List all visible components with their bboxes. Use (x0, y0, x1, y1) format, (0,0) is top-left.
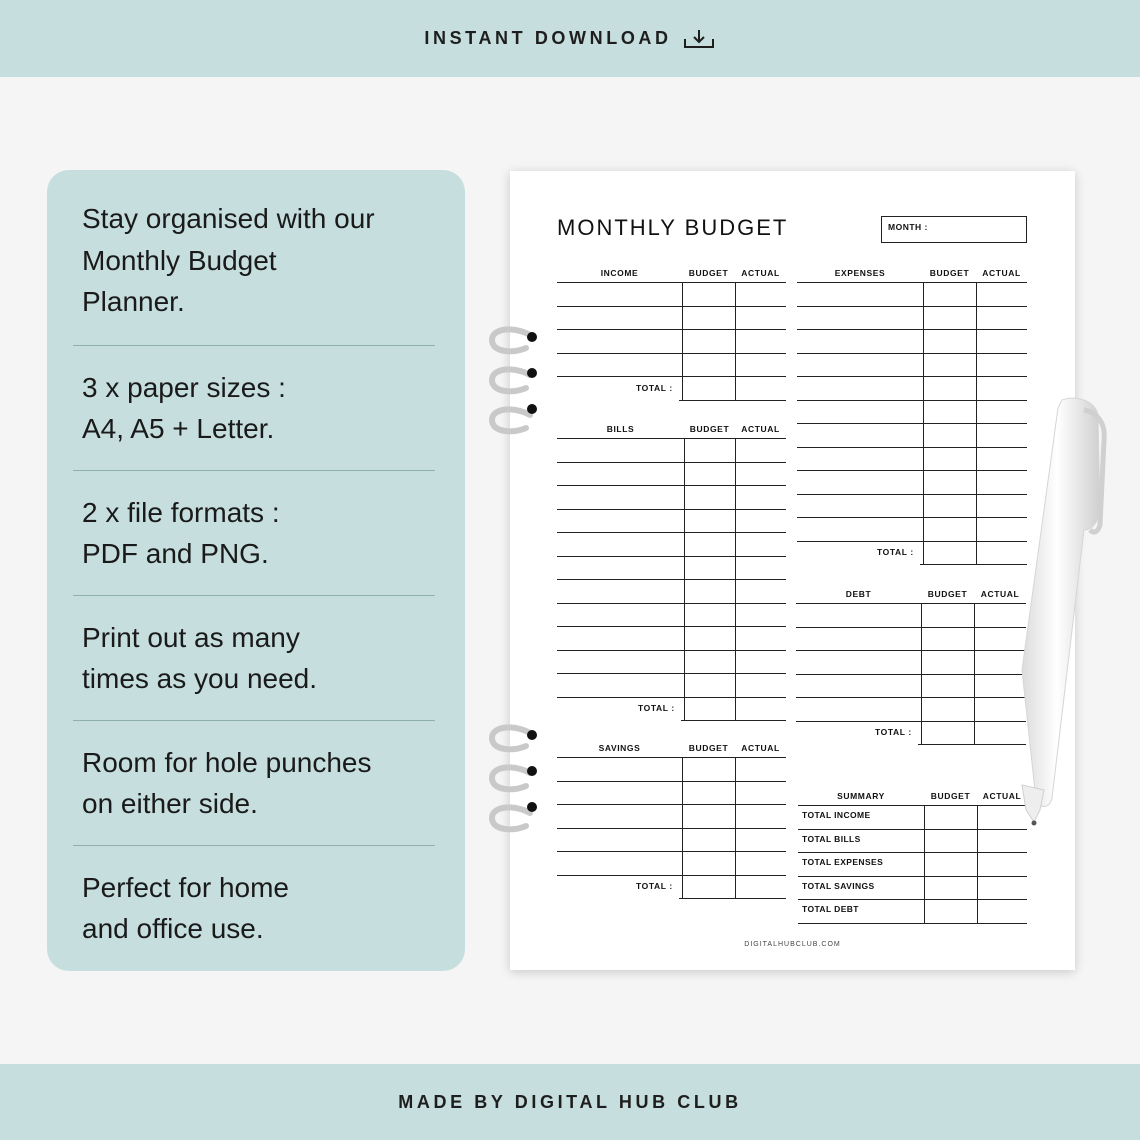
actual-header: ACTUAL (741, 424, 780, 434)
savings-header: SAVINGS (598, 743, 641, 753)
col-line (923, 282, 924, 564)
made-by-label: MADE BY DIGITAL HUB CLUB (398, 1091, 742, 1112)
row-line (798, 805, 1027, 806)
bills-header: BILLS (606, 424, 635, 434)
total-label: TOTAL : (875, 727, 912, 738)
row-line (557, 697, 786, 698)
feature-item (73, 595, 435, 720)
summary-row-label: TOTAL SAVINGS (802, 880, 875, 891)
budget-header: BUDGET (688, 743, 729, 753)
total-line (681, 720, 786, 721)
row-line (557, 462, 786, 463)
row-line (798, 899, 1027, 900)
row-line (557, 438, 786, 439)
download-icon (682, 27, 716, 51)
feature-item (73, 720, 435, 845)
col-line (684, 438, 685, 720)
col-line (682, 757, 683, 898)
row-line (798, 829, 1027, 830)
total-label: TOTAL : (638, 703, 675, 714)
actual-header: ACTUAL (982, 791, 1022, 801)
row-line (797, 423, 1027, 424)
features-panel (47, 170, 465, 971)
binder-rings-top (486, 322, 542, 437)
income-header: INCOME (600, 268, 639, 278)
row-line (557, 376, 786, 377)
summary-header: SUMMARY (837, 791, 885, 801)
budget-planner-sheet (510, 171, 1075, 970)
row-line (797, 447, 1027, 448)
col-line (924, 805, 925, 923)
row-line (796, 603, 1026, 604)
total-label: TOTAL : (636, 881, 673, 892)
col-line (735, 757, 736, 898)
row-line (557, 282, 786, 283)
row-line (798, 923, 1027, 924)
row-line (557, 804, 786, 805)
row-line (557, 875, 786, 876)
top-banner (0, 0, 1140, 77)
debt-header: DEBT (845, 589, 872, 599)
row-line (557, 626, 786, 627)
month-field (881, 216, 1027, 243)
feature-item (73, 470, 435, 595)
row-line (797, 282, 1027, 283)
month-label: MONTH : (888, 222, 928, 232)
row-line (557, 556, 786, 557)
row-line (797, 517, 1027, 518)
row-line (557, 650, 786, 651)
total-label: TOTAL : (877, 547, 914, 558)
feature-item (73, 170, 435, 345)
row-line (557, 353, 786, 354)
budget-header: BUDGET (929, 268, 970, 278)
row-line (557, 781, 786, 782)
row-line (798, 876, 1027, 877)
planner-title: MONTHLY BUDGET (557, 215, 789, 240)
row-line (557, 757, 786, 758)
total-label: TOTAL : (636, 382, 673, 393)
summary-row-label: TOTAL INCOME (802, 810, 871, 820)
col-line (921, 603, 922, 744)
row-line (797, 353, 1027, 354)
row-line (797, 329, 1027, 330)
row-line (557, 828, 786, 829)
feature-text: Stay organised with our Monthly Budget Planner. (82, 203, 375, 317)
row-line (796, 627, 1026, 628)
row-line (557, 603, 786, 604)
col-line (974, 603, 975, 744)
budget-header: BUDGET (930, 791, 971, 801)
col-line (977, 805, 978, 923)
feature-item (73, 845, 435, 970)
actual-header: ACTUAL (741, 268, 780, 278)
actual-header: ACTUAL (980, 589, 1020, 599)
row-line (557, 579, 786, 580)
total-line (679, 400, 786, 401)
budget-header: BUDGET (688, 268, 729, 278)
row-line (797, 306, 1027, 307)
row-line (557, 673, 786, 674)
feature-item (73, 345, 435, 470)
summary-row-label: TOTAL EXPENSES (802, 857, 884, 867)
row-line (557, 485, 786, 486)
feature-text: Room for hole punches on either side. (82, 746, 372, 819)
summary-row-label: TOTAL DEBT (802, 904, 859, 914)
row-line (796, 721, 1026, 722)
binder-rings-bottom (486, 720, 542, 835)
row-line (797, 541, 1027, 542)
col-line (682, 282, 683, 400)
row-line (796, 697, 1026, 698)
row-line (797, 494, 1027, 495)
pen-image (1000, 390, 1130, 830)
row-line (557, 532, 786, 533)
row-line (557, 329, 786, 330)
row-line (796, 650, 1026, 651)
col-line (976, 282, 977, 564)
row-line (557, 509, 786, 510)
row-line (797, 376, 1027, 377)
feature-text: 2 x file formats : PDF and PNG. (82, 496, 280, 569)
row-line (557, 851, 786, 852)
actual-header: ACTUAL (982, 268, 1021, 278)
budget-header: BUDGET (927, 589, 968, 599)
col-line (735, 438, 736, 720)
footer-url: DIGITALHUBCLUB.COM (744, 941, 841, 948)
col-line (735, 282, 736, 400)
feature-text: Print out as many times as you need. (82, 621, 318, 694)
row-line (797, 470, 1027, 471)
row-line (797, 400, 1027, 401)
row-line (796, 674, 1026, 675)
instant-download-label: INSTANT DOWNLOAD (424, 28, 672, 48)
actual-header: ACTUAL (741, 743, 780, 753)
row-line (798, 852, 1027, 853)
feature-text: 3 x paper sizes : A4, A5 + Letter. (82, 371, 286, 444)
total-line (679, 898, 786, 899)
row-line (557, 306, 786, 307)
expenses-header: EXPENSES (834, 268, 886, 278)
summary-row-label: TOTAL BILLS (802, 833, 861, 844)
bottom-banner (0, 1064, 1140, 1140)
budget-header: BUDGET (689, 424, 730, 434)
feature-text: Perfect for home and office use. (82, 871, 289, 944)
